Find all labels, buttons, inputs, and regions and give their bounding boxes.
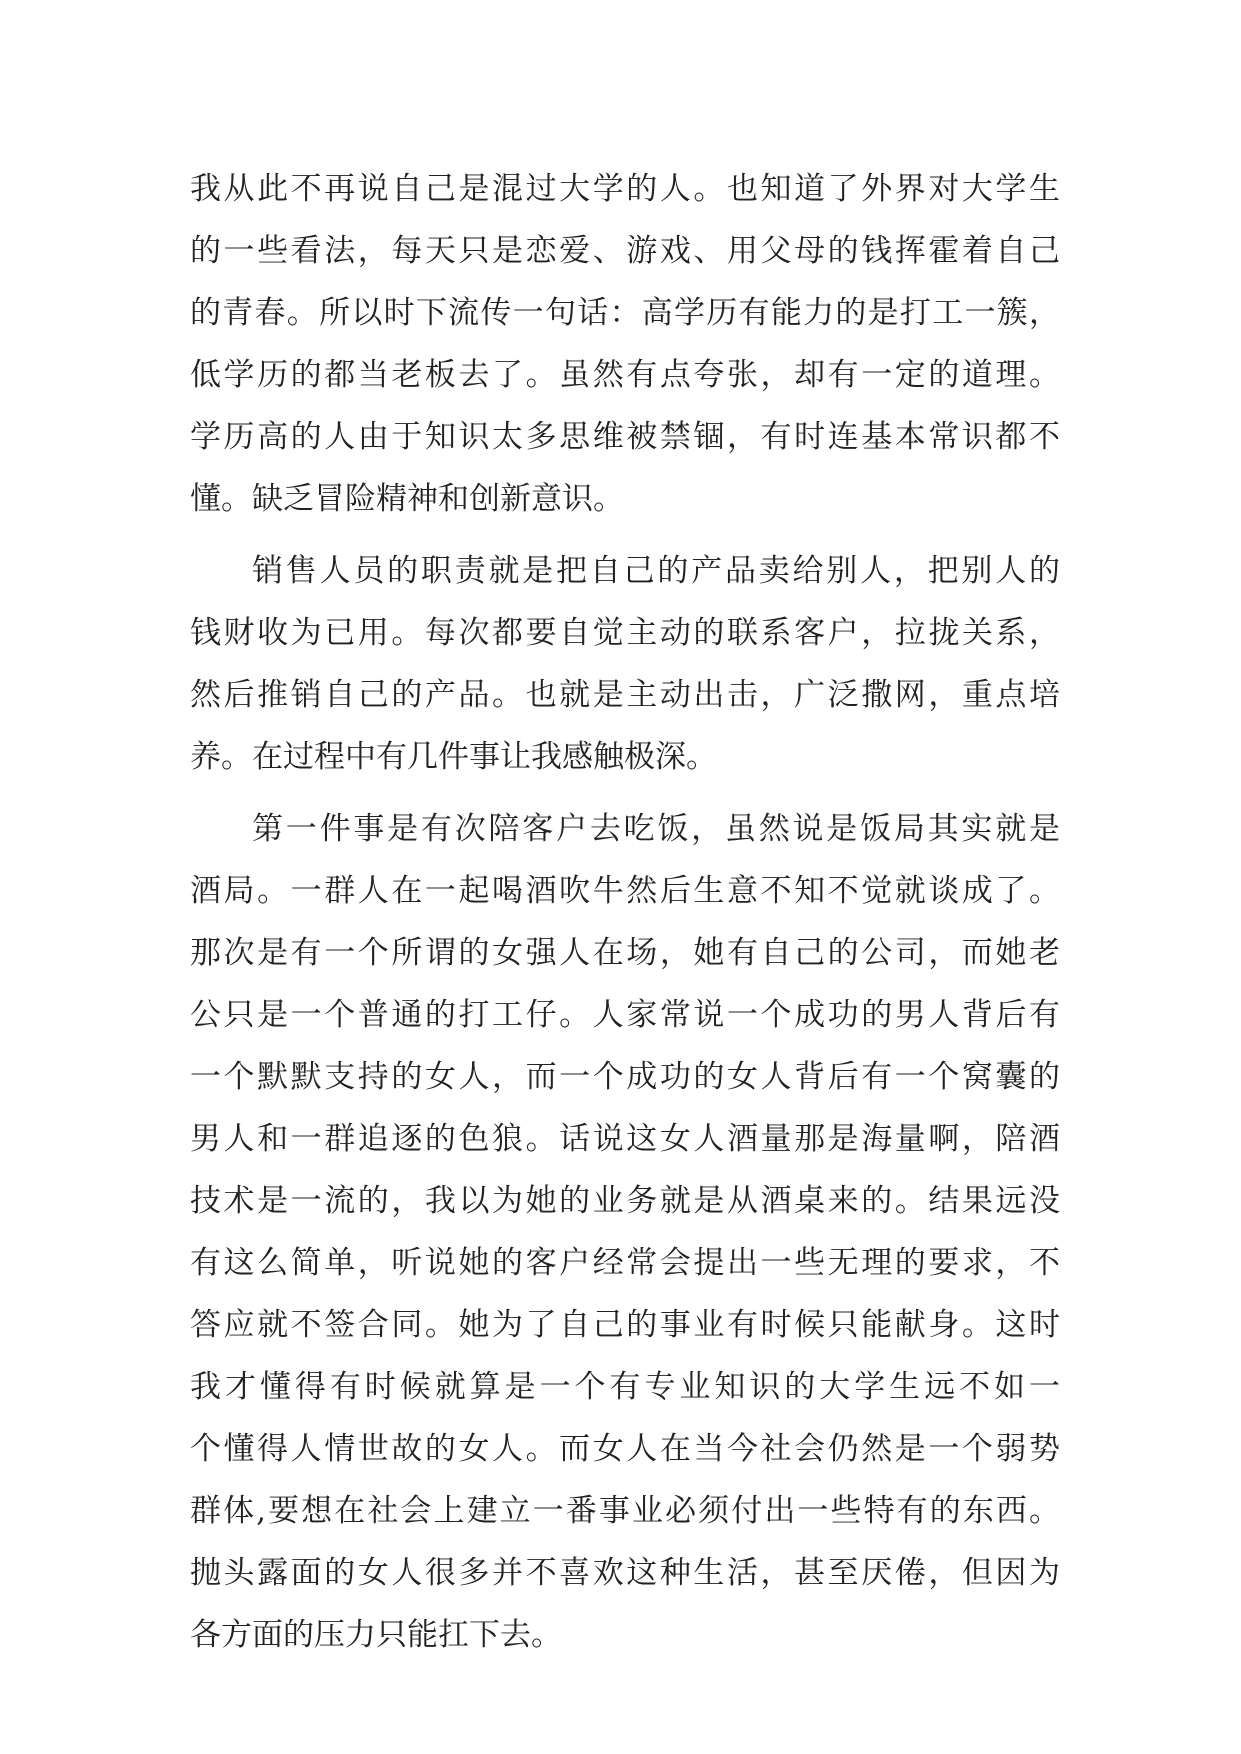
text-line: 钱财收为已用。每次都要自觉主动的联系客户，拉拢关系， [190,615,1060,651]
text-line: 第一件事是有次陪客户去吃饭，虽然说是饭局其实就是 [252,811,1060,847]
text-line: 一个默默支持的女人，而一个成功的女人背后有一个窝囊的 [190,1059,1060,1095]
text-line: 男人和一群追逐的色狼。话说这女人酒量那是海量啊，陪酒 [190,1121,1060,1157]
text-line: 然后推销自己的产品。也就是主动出击，广泛撒网，重点培 [190,677,1060,713]
text-line: 技术是一流的，我以为她的业务就是从酒桌来的。结果远没 [190,1183,1060,1219]
paragraph-1 [190,158,1060,530]
text-line: 抛头露面的女人很多并不喜欢这种生活，甚至厌倦，但因为 [190,1555,1060,1591]
text-line: 公只是一个普通的打工仔。人家常说一个成功的男人背后有 [190,997,1060,1033]
paragraph-2 [190,540,1060,788]
text-line: 个懂得人情世故的女人。而女人在当今社会仍然是一个弱势 [190,1431,1060,1467]
text-line: 养。在过程中有几件事让我感触极深。 [190,739,717,775]
text-line: 那次是有一个所谓的女强人在场，她有自己的公司，而她老 [190,935,1060,971]
text-line: 学历高的人由于知识太多思维被禁锢，有时连基本常识都不 [190,419,1060,455]
text-line: 答应就不签合同。她为了自己的事业有时候只能献身。这时 [190,1307,1060,1343]
document-body [190,158,1060,1666]
text-line: 我才懂得有时候就算是一个有专业知识的大学生远不如一 [190,1369,1060,1405]
paragraph-3 [190,798,1060,1666]
text-line: 懂。缺乏冒险精神和创新意识。 [190,481,624,517]
text-line: 的青春。所以时下流传一句话：高学历有能力的是打工一簇， [190,295,1060,331]
text-line: 群体,要想在社会上建立一番事业必须付出一些特有的东西。 [190,1493,1060,1529]
text-line: 低学历的都当老板去了。虽然有点夸张，却有一定的道理。 [190,357,1060,393]
text-line: 的一些看法，每天只是恋爱、游戏、用父母的钱挥霍着自己 [190,233,1060,269]
text-line: 销售人员的职责就是把自己的产品卖给别人，把别人的 [252,553,1060,589]
text-line: 有这么简单，听说她的客户经常会提出一些无理的要求，不 [190,1245,1060,1281]
text-line: 酒局。一群人在一起喝酒吹牛然后生意不知不觉就谈成了。 [190,873,1060,909]
text-line: 各方面的压力只能扛下去。 [190,1617,562,1653]
text-line: 我从此不再说自己是混过大学的人。也知道了外界对大学生 [190,171,1060,207]
